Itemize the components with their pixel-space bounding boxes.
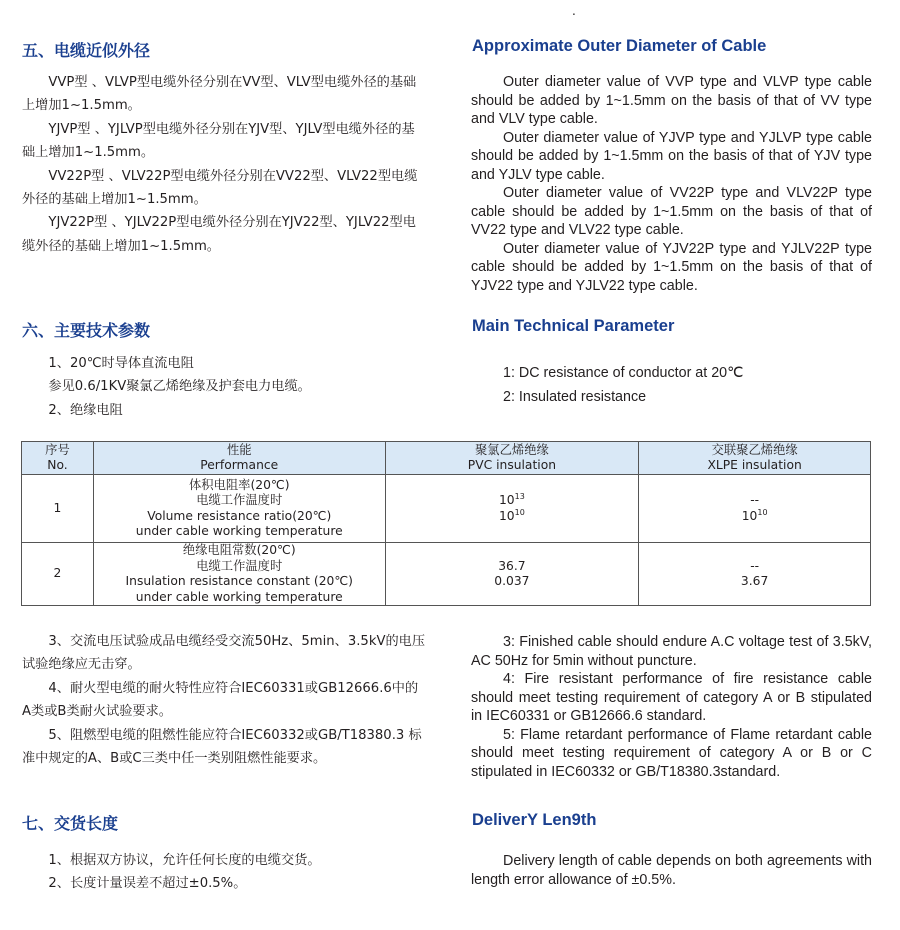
section5-body-cn — [22, 71, 426, 258]
s5-para-cn-1: VVP型 、VLVP型电缆外径分别在VV型、VLV型电缆外径的基础上增加1~1.5mm。 — [22, 75, 417, 114]
section6-paras-cn — [22, 630, 426, 770]
row2-performance: 绝缘电阻常数(20℃) 电缆工作温度时 Insulation resistance constant (20℃) under cable working temperature — [93, 543, 385, 606]
row1-pvc-value-1: $10^{13}$ — [498, 491, 525, 507]
s5-para-cn-2: YJVP型 、YJLVP型电缆外径分别在YJV型、YJLV型电缆外径的基础上增加1~1.5mm。 — [22, 121, 415, 161]
s6-item-en-1: 1: DC resistance of conductor at 20℃ — [503, 365, 744, 381]
s6-item-cn-1: 1、20℃时导体直流电阻 — [48, 356, 194, 371]
header-pvc: 聚氯乙烯绝缘 PVC insulation — [385, 442, 639, 475]
row1-pvc — [385, 475, 639, 543]
table-row — [22, 475, 871, 543]
row1-xlpe — [639, 475, 871, 543]
section7-body-en — [471, 852, 872, 889]
section5-title-en: Approximate Outer Diameter of Cable — [472, 37, 767, 55]
table-row — [22, 543, 871, 606]
section6-items-en — [471, 362, 872, 409]
row1-xlpe-value-1: -- — [750, 493, 760, 507]
s6-item-cn-3: 2、绝缘电阻 — [48, 402, 123, 418]
section6-paras-en — [471, 633, 872, 781]
row2-no: 2 — [22, 543, 94, 606]
row2-pvc: 36.7 0.037 — [385, 543, 639, 606]
section7-title-en: DeliverY Len9th — [472, 811, 597, 829]
section7-title-cn: 七、交货长度 — [22, 814, 119, 833]
s7-item-cn-2: 2、长度计量误差不超过±0.5%。 — [48, 876, 247, 892]
row1-no: 1 — [22, 475, 94, 543]
s6-para-cn-3: 3、交流电压试验成品电缆经受交流50Hz、5min、3.5kV的电压试验绝缘应无击穿。 — [22, 634, 426, 673]
s5-para-en-1: Outer diameter value of VVP type and VLVP type cable should be added by 1~1.5mm on the basis of that of VV type and VLV type cable. — [471, 74, 872, 127]
insulation-resistance-table — [21, 441, 871, 606]
s6-item-cn-2: 参见0.6/1KV聚氯乙烯绝缘及护套电力电缆。 — [48, 379, 311, 395]
section5-title-cn: 五、电缆近似外径 — [22, 41, 151, 60]
s6-para-cn-5: 5、阻燃型电缆的阻燃性能应符合IEC60332或GB/T18380.3 标准中规定的A、B或C三类中任一类别阻燃性能要求。 — [22, 727, 422, 767]
row1-pvc-value-2: $10^{10}$ — [498, 507, 525, 523]
s5-para-en-3: Outer diameter value of VV22P type and VLV22P type cable should be added by 1~1.5mm on the basis of that of VV22 type and VLV22 type cable. — [471, 185, 872, 238]
row1-performance: 体积电阻率(20℃) 电缆工作温度时 Volume resistance ratio(20℃) under cable working temperature — [93, 475, 385, 543]
row2-xlpe: -- 3.67 — [639, 543, 871, 606]
top-dot: . — [572, 4, 576, 18]
s7-para-en: Delivery length of cable depends on both agreements with length error allowance of ±0.5%. — [471, 853, 872, 888]
header-no: 序号 No. — [22, 442, 94, 475]
header-performance: 性能 Performance — [93, 442, 385, 475]
s5-para-en-4: Outer diameter value of YJV22P type and YJLV22P type cable should be added by 1~1.5mm on the basis of that of YJV22 type and YJLV22 type cable. — [471, 240, 872, 294]
header-xlpe: 交联聚乙烯绝缘 XLPE insulation — [639, 442, 871, 475]
row1-xlpe-value-2: $10^{10}$ — [741, 507, 768, 523]
section7-items-cn — [22, 849, 426, 896]
section5-body-en — [471, 73, 872, 295]
s6-para-en-4: 4: Fire resistant performance of fire resistance cable should meet testing requirement of category A or B stipulated in IEC60331 or GB12666.6 standard. — [471, 671, 872, 724]
s6-para-cn-4: 4、耐火型电缆的耐火特性应符合IEC60331或GB12666.6中的A类或B类耐火试验要求。 — [22, 680, 419, 720]
section6-title-en: Main Technical Parameter — [472, 317, 675, 335]
section6-title-cn: 六、主要技术参数 — [22, 321, 151, 340]
s6-para-en-5: 5: Flame retardant performance of Flame retardant cable should meet testing requirement of category A or B or C stipulated in IEC60332 or GB/T18380.3standard. — [471, 726, 872, 780]
s7-item-cn-1: 1、根据双方协议，允许任何长度的电缆交货。 — [48, 853, 321, 868]
table-header-row — [22, 442, 871, 475]
section6-items-cn — [22, 352, 426, 422]
s5-para-cn-3: VV22P型 、VLV22P型电缆外径分别在VV22型、VLV22型电缆外径的基础上增加1~1.5mm。 — [22, 168, 418, 208]
s5-para-cn-4: YJV22P型 、YJLV22P型电缆外径分别在YJV22型、YJLV22型电缆外径的基础上增加1~1.5mm。 — [22, 215, 416, 254]
s6-item-en-2: 2: Insulated resistance — [503, 388, 647, 405]
s6-para-en-3: 3: Finished cable should endure A.C voltage test of 3.5kV, AC 50Hz for 5min without puncture. — [471, 634, 872, 669]
s5-para-en-2: Outer diameter value of YJVP type and YJLVP type cable should be added by 1~1.5mm on the basis of that of YJV type and YJLV type cable. — [471, 129, 872, 183]
